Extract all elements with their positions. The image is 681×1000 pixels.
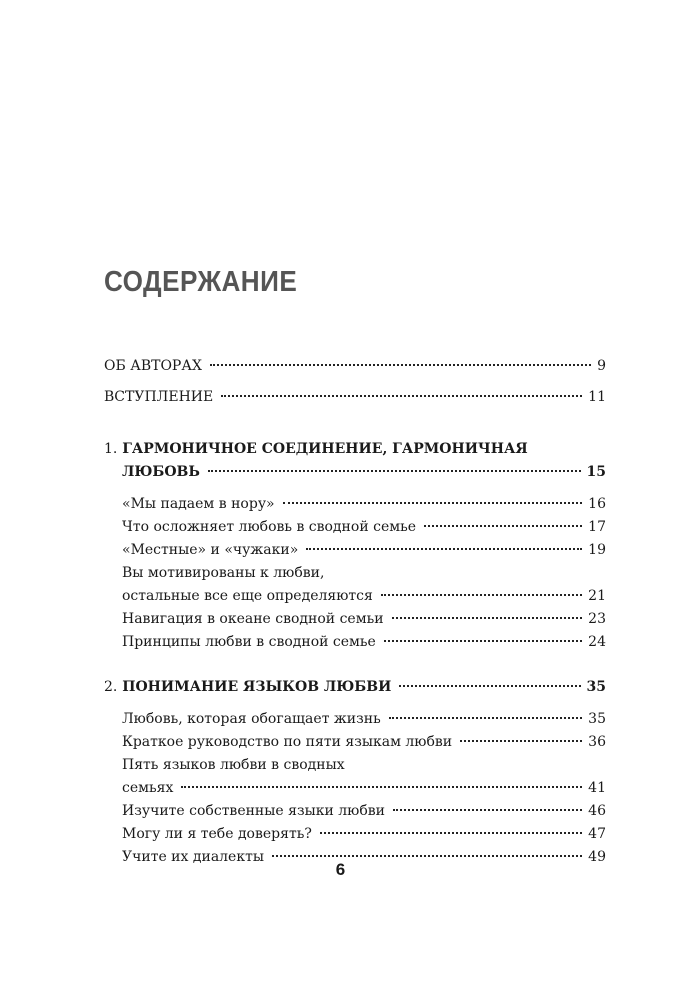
toc-section-page: 23 — [588, 611, 606, 627]
toc-entry-title: ВСТУПЛЕНИЕ — [104, 389, 214, 405]
toc-section-page: 46 — [588, 803, 606, 819]
dot-leader — [272, 855, 582, 857]
toc-section[interactable] — [122, 541, 606, 559]
toc-section-title: «Местные» и «чужаки» — [122, 542, 299, 558]
toc-section[interactable] — [122, 518, 606, 536]
toc-section-page: 41 — [588, 780, 606, 796]
toc-section-title: Краткое руководство по пяти языкам любви — [122, 734, 453, 750]
page-title: СОДЕРЖАНИЕ — [104, 266, 298, 298]
chapter-title-continued: ЛЮБОВЬ — [122, 464, 200, 480]
chapter-page: 35 — [586, 679, 606, 695]
toc-section-page: 16 — [588, 496, 606, 512]
toc-section[interactable] — [122, 779, 606, 797]
chapter-number: 2. — [104, 679, 118, 695]
dot-leader — [381, 594, 582, 596]
dot-leader — [424, 525, 582, 527]
dot-leader — [392, 617, 583, 619]
dot-leader — [283, 502, 583, 504]
toc-section-page: 19 — [588, 542, 606, 558]
toc-section[interactable] — [122, 495, 606, 513]
toc-section-title-line1[interactable]: Вы мотивированы к любви, — [122, 565, 325, 581]
toc-section-page: 36 — [588, 734, 606, 750]
dot-leader — [210, 364, 591, 366]
toc-section-title: Навигация в океане сводной семьи — [122, 611, 384, 627]
toc-section-title: «Мы падаем в нору» — [122, 496, 275, 512]
toc-section-page: 49 — [588, 849, 606, 865]
toc-section-title: Могу ли я тебе доверять? — [122, 826, 312, 842]
chapter-title: ГАРМОНИЧНОЕ СОЕДИНЕНИЕ, ГАРМОНИЧНАЯ — [122, 441, 528, 457]
dot-leader — [221, 395, 582, 397]
dot-leader — [399, 685, 580, 687]
toc-section[interactable] — [122, 610, 606, 628]
toc-section-title: Что осложняет любовь в сводной семье — [122, 519, 417, 535]
chapter-title: ПОНИМАНИЕ ЯЗЫКОВ ЛЮБВИ — [122, 679, 392, 695]
toc-section[interactable] — [122, 710, 606, 728]
toc-section-title: семьях — [122, 780, 174, 796]
dot-leader — [389, 717, 582, 719]
toc-entry-about-authors[interactable] — [104, 357, 606, 375]
toc-entry-page: 11 — [588, 389, 606, 405]
chapter-2-entry[interactable] — [104, 678, 606, 696]
toc-section[interactable] — [122, 633, 606, 651]
toc-section-page: 24 — [588, 634, 606, 650]
toc-entry-title: ОБ АВТОРАХ — [104, 358, 202, 374]
dot-leader — [460, 740, 582, 742]
toc-section[interactable] — [122, 733, 606, 751]
toc-section-page: 35 — [588, 711, 606, 727]
dot-leader — [208, 470, 581, 472]
toc-section-title: Любовь, которая обогащает жизнь — [122, 711, 381, 727]
dot-leader — [306, 548, 582, 550]
toc-section[interactable] — [122, 587, 606, 605]
toc-section-title-line1[interactable]: Пять языков любви в сводных — [122, 757, 345, 773]
dot-leader — [320, 832, 582, 834]
toc-entry-introduction[interactable] — [104, 388, 606, 406]
chapter-number: 1. — [104, 441, 118, 457]
toc-section-page: 17 — [588, 519, 606, 535]
toc-section[interactable] — [122, 825, 606, 843]
toc-section-title: Учите их диалекты — [122, 849, 264, 865]
chapter-1-title-line1[interactable] — [104, 440, 528, 458]
toc-entry-page: 9 — [597, 358, 606, 374]
toc-section-title: Изучите собственные языки любви — [122, 803, 386, 819]
dot-leader — [393, 809, 582, 811]
dot-leader — [384, 640, 582, 642]
chapter-title-wrap — [104, 678, 391, 696]
dot-leader — [181, 786, 582, 788]
toc-section[interactable] — [122, 802, 606, 820]
chapter-1-entry[interactable] — [122, 463, 606, 481]
toc-section-title: остальные все еще определяются — [122, 588, 373, 604]
toc-section-page: 47 — [588, 826, 606, 842]
chapter-page: 15 — [586, 464, 606, 480]
toc-section-title: Принципы любви в сводной семье — [122, 634, 376, 650]
page-number: 6 — [335, 860, 346, 879]
toc-section-page: 21 — [588, 588, 606, 604]
